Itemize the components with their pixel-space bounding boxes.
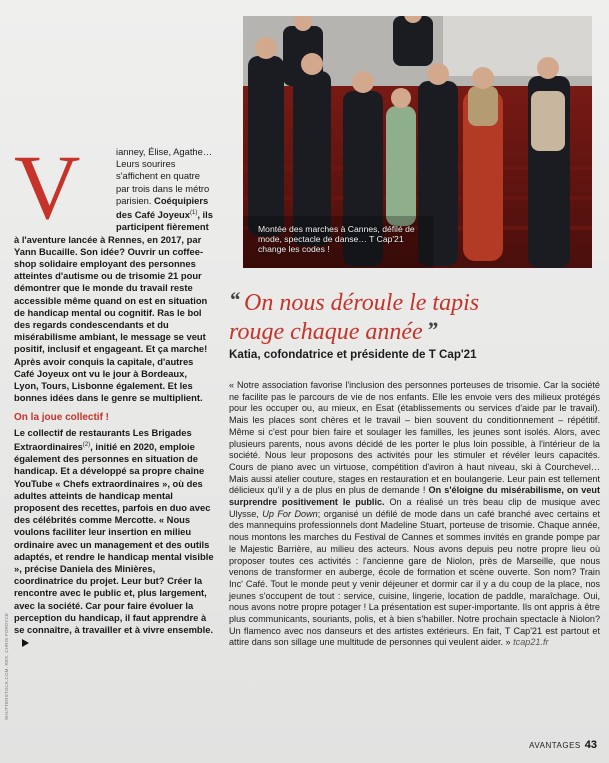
body-p1-b: On a réalisé un très beau clip de musique avec Ulysse, (229, 497, 601, 519)
speaker-line: Katia, cofondatrice et présidente de T Cap'21 (229, 348, 477, 361)
intro-bold: Coéquipiers des Café Joyeux (116, 194, 209, 221)
subhead-collectif: On la joue collectif ! (14, 412, 110, 424)
website-link[interactable]: tcap21.fr (513, 637, 549, 648)
dropcap-v-shape (12, 144, 112, 224)
body-p1-italic: Up For Down (262, 508, 318, 519)
quote-text-1: On nous déroule le tapis (244, 290, 480, 316)
intro-rest: , ils participent fièrement à l'aventure lancée à Rennes, en 2017, par Yann Bucaille. Son idée? Ouvrir un coffee-shop solidaire employant des personnes atteintes d'autisme ou de trisomie 21 pour démontrer que le monde du travail reste accessible même quand on est en situation de handicap mental ou cognitif. Ras le bol des regards condescendants et du misérabilisme ambiant, le message se veut positif, inclusif et engageant. Et ça marche! Après avoir conquis la capitale, d'autres Café Joyeux ont vu le jour à Bordeaux, Lyon, Tours, Lisbonne également. Et les bonnes idées dans le genre se multiplient. (14, 209, 213, 404)
body-p1-bold: On s'éloigne du misérabilisme, on veut surprendre positivement le public. (229, 485, 600, 508)
left-column (14, 146, 214, 648)
quote-line-1 (229, 287, 599, 316)
page-number: 43 (584, 739, 597, 751)
p2-sup: (2) (82, 441, 91, 448)
quote-text-2: rouge chaque année (229, 319, 423, 345)
interview-body (229, 380, 600, 649)
open-quote-mark: “ (229, 287, 240, 312)
intro-sup: (1) (190, 210, 198, 217)
body-p1: « Notre association favorise l'inclusion des personnes porteuses de trisomie. Car la société ne facilite pas le parcours de vie de nos enfants. Elle les envoie vers des milieux protégés pour les occuper ou, au mieux, en Esat (établissements ou services d'aide par le travail). Mais les places sont chères et le travail – bien souvent du conditionnement – répétitif. Même si c'est pour bien faire et soulager les familles, les jeunes sont isolés. Alors, avec plusieurs parents, nous avons décidé de les porter le plus loin possible, à l'intérieur de la société. Nous leur proposons des activités pour les stimuler et révéler leurs capacités. Cours de piano avec un virtuose, compétition d'aviron à haut niveau, ski à Courchevel… Mais aussi atelier couture, stages en restauration et en boulangerie. Leur pain est tellement délicieux qu'il y a de plus en plus de demande ! (229, 380, 600, 496)
body-p1-c: ; organisé un défilé de mode dans un café branché avec certains et des mannequins professionnels dont Madeline Stuart, porteuse de trisomie. Chaque année, nous montons les marches du Festival de Cannes et sommes invités en grande pompe par le Majestic Barrière, au milieu des acteurs. Nous avons depuis peu notre propre lieu où proposer toutes ces activités : l'ancienne gare de Niolon, près de Marseille, que nous venons de transformer en auberge, école de formation et scène ouverte. Son nom? Train Inc' Café. Tout le monde peut y venir déjeuner et dormir car il y a du coup de la place, nos jeunes s'occupent de tout : service, cuisine, lingerie, location de paddle, maraîchage. Oui, nous avons notre propre potager ! La présentation est super-importante. Ils ont appris à être plus communicants, souriants, polis, et à bien s'habiller. Notre prochain spectacle à Niolon? Un flamenco avec nos danseurs et des artistes extérieurs. En fait, T Cap'21 est partout et attire dans son sillage une multitude de personnes qui veulent aider. » (229, 508, 600, 648)
p2-b: , initié en 2020, emploie également des personnes en situation de handicap. Et a développé sa propre chaîne YouTube « Chefs extraordinaires », où des adultes atteints de handicap mental proposent des recettes, parfois en duo avec des célébrités comme Mercotte. « Nous voulons faciliter leur insertion en milieu ordinaire avec un management et des outils adaptés, et rendre le handicap mental visible », précise Daniela des Minières, coordinatrice du projet. Leur but? Créer la rencontre avec le public et, plus largement, avec la société. Car pour faire évoluer la perception du handicap, il faut apprendre à se connaître, à travailler et à vivre ensemble. (14, 440, 214, 635)
intro-paragraph (14, 146, 214, 404)
magazine-brand: AVANTAGES (529, 741, 581, 750)
page-footer (529, 739, 597, 751)
paragraph-brigades (14, 427, 214, 649)
pull-quote (229, 287, 599, 361)
continue-arrow-icon (22, 639, 29, 647)
quote-line-2 (229, 315, 599, 345)
p2-a: Le collectif de restaurants Les Brigades Extraordinaires (14, 426, 192, 452)
photo-caption: Montée des marches à Cannes, défilé de mode, spectacle de danse… T Cap'21 change les codes ! (258, 224, 415, 255)
intro-lead: ianney, Élise, Agathe… Leurs sourires s'affichent en quatre par trois dans le métro parisien. (116, 146, 213, 206)
photo-credit: SHUTTERSTOCK.COM, REX, CHRIS FORDYCE (4, 612, 9, 720)
close-quote-mark: ” (426, 317, 438, 342)
dropcap (12, 144, 112, 222)
svg-text:V: V (14, 144, 81, 224)
